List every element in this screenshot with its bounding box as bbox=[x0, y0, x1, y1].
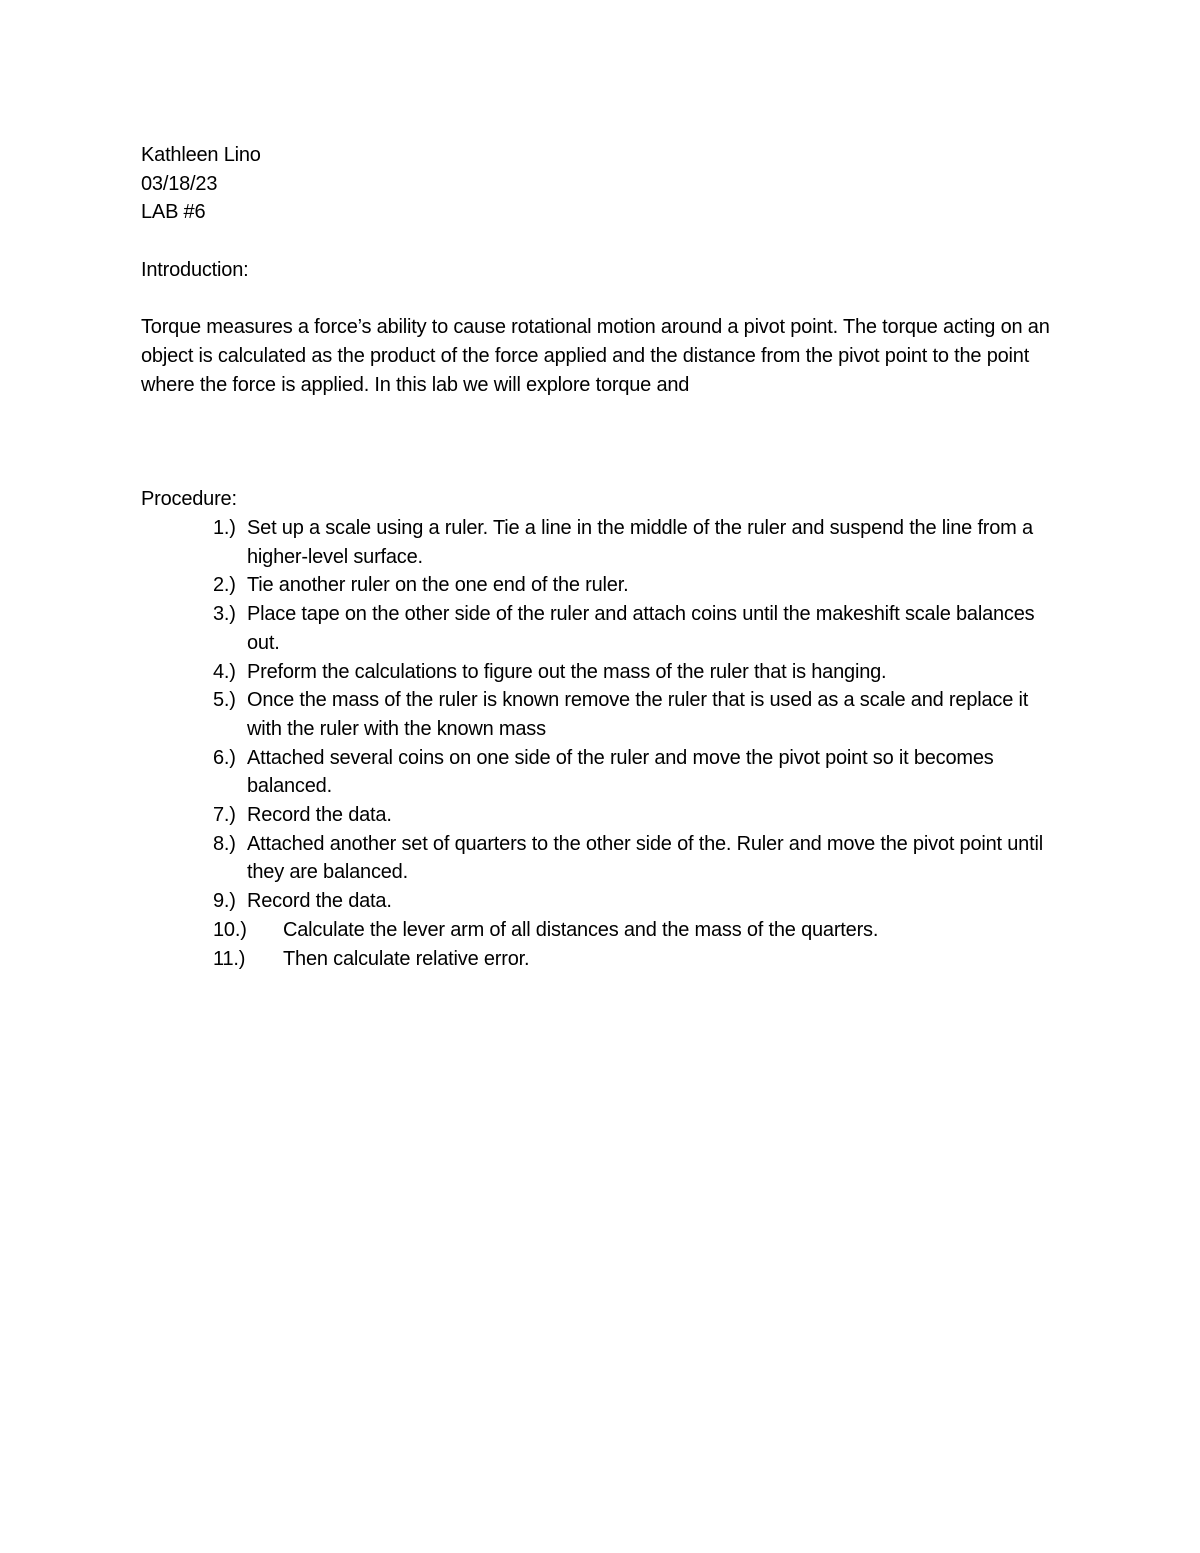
introduction-heading: Introduction: bbox=[141, 258, 249, 281]
step-number: 1.) bbox=[213, 517, 236, 539]
step-text: Place tape on the other side of the ruler and attach coins until the makeshift scale balances out. bbox=[247, 603, 1035, 654]
step-number: 7.) bbox=[213, 804, 236, 827]
procedure-step bbox=[141, 945, 1083, 974]
step-text: Record the data. bbox=[247, 890, 392, 913]
spacer bbox=[141, 285, 1061, 314]
step-text: Preform the calculations to figure out the mass of the ruler that is hanging. bbox=[247, 660, 887, 683]
introduction-paragraph: Torque measures a force’s ability to cause rotational motion around a pivot point. The torque acting on an object is calculated as the product of the force applied and the distance from the pivot point to the point where the force is applied. In this lab we will explore torque and bbox=[141, 316, 1050, 396]
step-number: 3.) bbox=[213, 603, 236, 626]
step-number: 11.) bbox=[213, 947, 246, 970]
step-text: Then calculate relative error. bbox=[283, 947, 530, 970]
step-text: Tie another ruler on the one end of the ruler. bbox=[247, 574, 629, 597]
procedure-step bbox=[141, 658, 1047, 687]
step-text: Set up a scale using a ruler. Tie a line in the middle of the ruler and suspend the line from a higher-level surface. bbox=[247, 517, 1033, 568]
lab-number: LAB #6 bbox=[141, 201, 206, 224]
procedure-step bbox=[141, 916, 1083, 945]
step-text: Record the data. bbox=[247, 804, 392, 827]
procedure-step bbox=[141, 801, 1047, 830]
procedure-step bbox=[141, 600, 1047, 657]
step-number: 5.) bbox=[213, 689, 236, 712]
step-number: 4.) bbox=[213, 660, 236, 683]
step-number: 8.) bbox=[213, 832, 236, 855]
step-text: Attached another set of quarters to the other side of the. Ruler and move the pivot point until they are balanced. bbox=[247, 832, 1043, 884]
step-text: Once the mass of the ruler is known remove the ruler that is used as a scale and replace it with the ruler with the known mass bbox=[247, 689, 1029, 740]
author-name: Kathleen Lino bbox=[141, 144, 261, 166]
procedure-list bbox=[141, 514, 1061, 973]
document-body bbox=[141, 141, 1061, 973]
procedure-step bbox=[141, 830, 1047, 887]
procedure-step bbox=[141, 571, 1047, 600]
step-number: 2.) bbox=[213, 574, 236, 597]
procedure-step bbox=[141, 887, 1047, 916]
step-text: Attached several coins on one side of the ruler and move the pivot point so it becomes balanced. bbox=[247, 746, 994, 798]
document-date: 03/18/23 bbox=[141, 172, 218, 195]
step-number: 9.) bbox=[213, 890, 236, 913]
procedure-step bbox=[141, 686, 1047, 743]
procedure-step bbox=[141, 514, 1047, 571]
procedure-step bbox=[141, 744, 1047, 801]
step-number: 10.) bbox=[213, 918, 247, 941]
spacer bbox=[141, 227, 1061, 256]
procedure-heading: Procedure: bbox=[141, 488, 237, 511]
step-text: Calculate the lever arm of all distances and the mass of the quarters. bbox=[283, 918, 879, 941]
spacer bbox=[141, 399, 1061, 485]
step-number: 6.) bbox=[213, 746, 236, 769]
